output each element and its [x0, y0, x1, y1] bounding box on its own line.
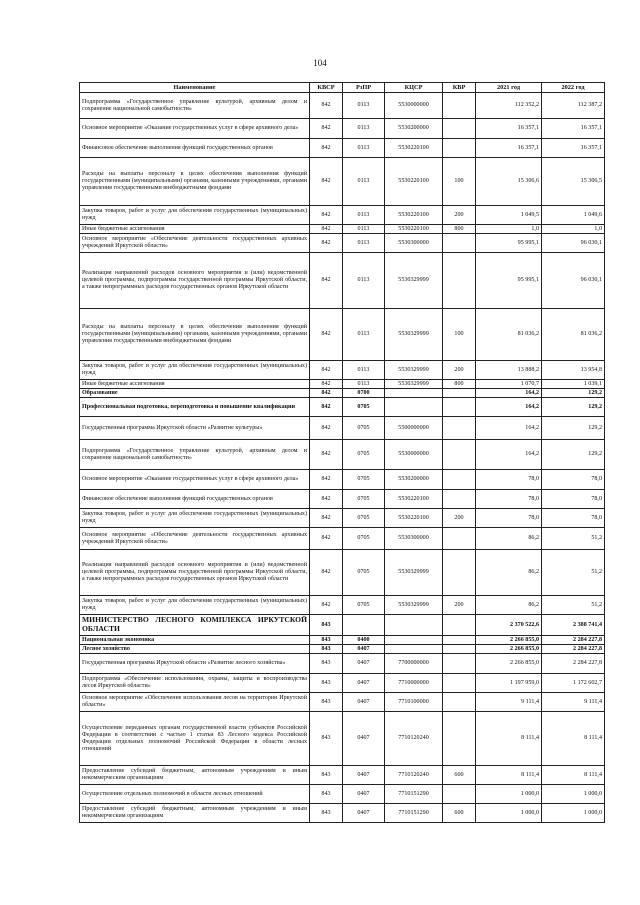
cell-name: Предоставление субсидий бюджетным, автономным учреждениям и иным некоммерческим организациям: [80, 766, 310, 785]
cell-rzpr: 0113: [343, 158, 385, 206]
cell-rzpr: 0407: [343, 693, 385, 712]
cell-kcsr: [385, 645, 443, 654]
cell-rzpr: 0705: [343, 596, 385, 615]
cell-name: Финансовое обеспечение выполнения функций государственных органов: [80, 490, 310, 509]
cell-kvr: [443, 785, 476, 804]
cell-2022: 2 284 227,8: [542, 636, 605, 645]
cell-name: Предоставление субсидий бюджетным, автономным учреждениям и иным некоммерческим организациям: [80, 804, 310, 823]
cell-kcsr: 7710100000: [385, 693, 443, 712]
cell-kvsr: 842: [310, 550, 343, 596]
cell-kcsr: 5530000000: [385, 440, 443, 470]
cell-kvr: [443, 398, 476, 417]
table-row: [80, 139, 605, 158]
cell-kvsr: 842: [310, 309, 343, 361]
cell-name: Национальная экономика: [80, 636, 310, 645]
cell-2021: 1,0: [476, 225, 542, 234]
cell-kcsr: [385, 615, 443, 636]
cell-2022: 1 000,0: [542, 785, 605, 804]
cell-name: Закупка товаров, работ и услуг для обеспечения государственных (муниципальных) нужд: [80, 596, 310, 615]
header-rzpr: РзПР: [343, 83, 385, 93]
cell-kvsr: 842: [310, 389, 343, 398]
table-row: [80, 674, 605, 693]
cell-kvr: [443, 93, 476, 119]
cell-2022: 1,0: [542, 225, 605, 234]
table-row: [80, 509, 605, 528]
cell-2022: 51,2: [542, 596, 605, 615]
table-row: [80, 712, 605, 766]
cell-name: Расходы на выплаты персоналу в целях обеспечения выполнения функций государственными (муниципальными) органами, казенными учреждениями, органами управления государственными внебюджетными фондами: [80, 158, 310, 206]
cell-name: Лесное хозяйство: [80, 645, 310, 654]
cell-2022: 2 284 227,8: [542, 654, 605, 674]
cell-kcsr: [385, 636, 443, 645]
table-row: [80, 380, 605, 389]
cell-rzpr: 0113: [343, 93, 385, 119]
cell-kvr: 200: [443, 509, 476, 528]
cell-kvr: [443, 615, 476, 636]
cell-kvr: [443, 389, 476, 398]
cell-kvr: [443, 139, 476, 158]
cell-2021: 16 357,1: [476, 139, 542, 158]
cell-rzpr: 0407: [343, 804, 385, 823]
cell-kvr: [443, 645, 476, 654]
cell-kvsr: 842: [310, 93, 343, 119]
cell-kvsr: 842: [310, 225, 343, 234]
cell-2021: 164,2: [476, 440, 542, 470]
cell-2021: 2 266 855,0: [476, 645, 542, 654]
cell-2021: 8 111,4: [476, 712, 542, 766]
table-row: [80, 93, 605, 119]
cell-rzpr: 0113: [343, 119, 385, 139]
cell-2022: 16 357,1: [542, 119, 605, 139]
cell-2021: 13 888,2: [476, 361, 542, 380]
cell-kvr: [443, 654, 476, 674]
cell-kvr: [443, 470, 476, 490]
cell-2021: 78,0: [476, 490, 542, 509]
cell-rzpr: 0113: [343, 361, 385, 380]
cell-kcsr: [385, 389, 443, 398]
cell-kvsr: 843: [310, 804, 343, 823]
header-2022: 2022 год: [542, 83, 605, 93]
cell-name: Основное мероприятие «Обеспечение деятельности государственных архивных учреждений Иркутской области»: [80, 234, 310, 253]
cell-rzpr: 0407: [343, 674, 385, 693]
cell-kvr: 800: [443, 225, 476, 234]
cell-2021: 15 306,6: [476, 158, 542, 206]
cell-kvr: 600: [443, 766, 476, 785]
cell-kvr: [443, 119, 476, 139]
cell-rzpr: 0400: [343, 636, 385, 645]
cell-name: Закупка товаров, работ и услуг для обеспечения государственных (муниципальных) нужд: [80, 206, 310, 225]
cell-kcsr: 5530220100: [385, 158, 443, 206]
cell-kvsr: 843: [310, 636, 343, 645]
cell-2021: 2 266 855,0: [476, 636, 542, 645]
cell-kvsr: 843: [310, 785, 343, 804]
cell-2021: 86,2: [476, 550, 542, 596]
cell-2022: 96 030,1: [542, 253, 605, 309]
cell-rzpr: 0705: [343, 440, 385, 470]
cell-rzpr: 0705: [343, 509, 385, 528]
cell-2022: 81 036,2: [542, 309, 605, 361]
cell-2021: 95 995,1: [476, 234, 542, 253]
cell-rzpr: 0407: [343, 766, 385, 785]
cell-2022: 8 111,4: [542, 712, 605, 766]
cell-2022: 9 111,4: [542, 693, 605, 712]
cell-kvsr: 842: [310, 139, 343, 158]
cell-rzpr: 0407: [343, 654, 385, 674]
cell-kcsr: 5530329999: [385, 550, 443, 596]
table-row: [80, 389, 605, 398]
cell-rzpr: 0113: [343, 225, 385, 234]
cell-kvr: [443, 712, 476, 766]
table-row: [80, 550, 605, 596]
cell-kvsr: 842: [310, 234, 343, 253]
cell-2021: 164,2: [476, 389, 542, 398]
table-row: [80, 785, 605, 804]
cell-name: МИНИСТЕРСТВО ЛЕСНОГО КОМПЛЕКСА ИРКУТСКОЙ ОБЛАСТИ: [80, 615, 310, 636]
cell-2021: 2 266 855,0: [476, 654, 542, 674]
table-row: [80, 361, 605, 380]
cell-kcsr: 5530329999: [385, 253, 443, 309]
cell-kcsr: 7710120240: [385, 712, 443, 766]
cell-2021: 86,2: [476, 596, 542, 615]
cell-kcsr: 5530300000: [385, 528, 443, 550]
cell-2022: 51,2: [542, 528, 605, 550]
cell-kcsr: 5530220100: [385, 139, 443, 158]
cell-2022: 2 284 227,8: [542, 645, 605, 654]
cell-kvsr: 842: [310, 206, 343, 225]
cell-kcsr: 5530220100: [385, 509, 443, 528]
table-row: [80, 528, 605, 550]
cell-kvsr: 842: [310, 528, 343, 550]
cell-kvr: [443, 528, 476, 550]
cell-name: Финансовое обеспечение выполнения функций государственных органов: [80, 139, 310, 158]
cell-kvsr: 842: [310, 417, 343, 440]
header-kcsr: КЦСР: [385, 83, 443, 93]
cell-2021: 86,2: [476, 528, 542, 550]
cell-name: Реализация направлений расходов основного мероприятия и (или) ведомственной целевой программы, подпрограммы государственной программы Иркутской области, а также непрограммных расходов государственных органов Иркутской области: [80, 253, 310, 309]
cell-name: Реализация направлений расходов основного мероприятия и (или) ведомственной целевой программы, подпрограммы государственной программы Иркутской области, а также непрограммных расходов государственных органов Иркутской области: [80, 550, 310, 596]
cell-name: Основное мероприятие «Обеспечение использования лесов на территории Иркутской области»: [80, 693, 310, 712]
table-row: [80, 119, 605, 139]
cell-rzpr: 0113: [343, 206, 385, 225]
table-row: [80, 253, 605, 309]
cell-rzpr: 0705: [343, 470, 385, 490]
cell-name: Подпрограмма «Государственное управление культурой, архивным делом и сохранение национальной самобытности»: [80, 440, 310, 470]
table-row: [80, 615, 605, 636]
cell-kcsr: 5530220100: [385, 206, 443, 225]
table-header: [80, 83, 605, 93]
cell-rzpr: 0407: [343, 645, 385, 654]
cell-name: Закупка товаров, работ и услуг для обеспечения государственных (муниципальных) нужд: [80, 361, 310, 380]
cell-rzpr: 0705: [343, 417, 385, 440]
table-row: [80, 225, 605, 234]
cell-rzpr: 0407: [343, 712, 385, 766]
cell-kvsr: 842: [310, 119, 343, 139]
cell-2022: 13 954,8: [542, 361, 605, 380]
cell-2022: 16 357,1: [542, 139, 605, 158]
cell-2021: 2 370 522,6: [476, 615, 542, 636]
header-name: Наименование: [80, 83, 310, 93]
cell-kcsr: 7700000000: [385, 654, 443, 674]
table-row: [80, 490, 605, 509]
cell-kvsr: 842: [310, 440, 343, 470]
cell-2022: 2 388 741,4: [542, 615, 605, 636]
cell-kvr: 200: [443, 206, 476, 225]
table-body: [80, 93, 605, 823]
cell-2022: 78,0: [542, 509, 605, 528]
header-2021: 2021 год: [476, 83, 542, 93]
cell-name: Основное мероприятие «Оказание государственных услуг в сфере архивного дела»: [80, 119, 310, 139]
cell-kvr: 600: [443, 804, 476, 823]
cell-rzpr: 0705: [343, 490, 385, 509]
cell-kvr: [443, 417, 476, 440]
cell-kvr: 100: [443, 309, 476, 361]
cell-name: Закупка товаров, работ и услуг для обеспечения государственных (муниципальных) нужд: [80, 509, 310, 528]
cell-2022: 96 030,1: [542, 234, 605, 253]
cell-name: Профессиональная подготовка, переподготовка и повышение квалификации: [80, 398, 310, 417]
table-row: [80, 766, 605, 785]
cell-kvr: [443, 674, 476, 693]
cell-kcsr: 5530329999: [385, 380, 443, 389]
cell-kvr: 800: [443, 380, 476, 389]
table-row: [80, 234, 605, 253]
cell-2021: 164,2: [476, 417, 542, 440]
cell-name: Основное мероприятие «Обеспечение деятельности государственных архивных учреждений Иркутской области»: [80, 528, 310, 550]
cell-2021: 81 036,2: [476, 309, 542, 361]
cell-name: Осуществление переданных органам государственной власти субъектов Российской Федерации в соответствии с частью 1 статьи 83 Лесного кодекса Российской Федерации отдельных полномочий Российской Федерации в области лесных отношений: [80, 712, 310, 766]
cell-2021: 8 111,4: [476, 766, 542, 785]
cell-kvr: [443, 234, 476, 253]
cell-name: Образование: [80, 389, 310, 398]
cell-rzpr: 0407: [343, 785, 385, 804]
table-row: [80, 158, 605, 206]
table-row: [80, 645, 605, 654]
cell-2022: 78,0: [542, 470, 605, 490]
cell-rzpr: 0705: [343, 398, 385, 417]
cell-2021: 78,0: [476, 470, 542, 490]
cell-kcsr: 5530000000: [385, 93, 443, 119]
cell-2021: 1 070,7: [476, 380, 542, 389]
cell-name: Иные бюджетные ассигнования: [80, 380, 310, 389]
cell-2021: 1 197 959,0: [476, 674, 542, 693]
cell-kcsr: 5530220100: [385, 490, 443, 509]
cell-kvsr: 843: [310, 615, 343, 636]
cell-name: Подпрограмма «Обеспечение использования, охраны, защиты и воспроизводства лесов Иркутской области»: [80, 674, 310, 693]
cell-rzpr: 0705: [343, 550, 385, 596]
cell-kcsr: 5500000000: [385, 417, 443, 440]
cell-2021: 16 357,1: [476, 119, 542, 139]
cell-kvsr: 842: [310, 490, 343, 509]
cell-2022: 8 111,4: [542, 766, 605, 785]
cell-rzpr: [343, 615, 385, 636]
cell-kvr: 200: [443, 361, 476, 380]
cell-kvsr: 843: [310, 674, 343, 693]
table-row: [80, 206, 605, 225]
cell-kvsr: 843: [310, 712, 343, 766]
cell-kcsr: 5530329999: [385, 596, 443, 615]
cell-kvsr: 842: [310, 398, 343, 417]
cell-kvsr: 842: [310, 596, 343, 615]
cell-kcsr: 5530329999: [385, 361, 443, 380]
cell-rzpr: 0113: [343, 234, 385, 253]
cell-kcsr: 5530200000: [385, 119, 443, 139]
cell-kcsr: 7710000000: [385, 674, 443, 693]
cell-kcsr: 5530300000: [385, 234, 443, 253]
budget-table: [79, 82, 605, 823]
cell-kvsr: 842: [310, 380, 343, 389]
cell-kcsr: 5530200000: [385, 470, 443, 490]
cell-kcsr: 5530329999: [385, 309, 443, 361]
cell-2022: 78,0: [542, 490, 605, 509]
cell-2022: 1 049,6: [542, 206, 605, 225]
cell-kvr: [443, 490, 476, 509]
cell-2022: 51,2: [542, 550, 605, 596]
cell-name: Расходы на выплаты персоналу в целях обеспечения выполнения функций государственными (муниципальными) органами, казенными учреждениями, органами управления государственными внебюджетными фондами: [80, 309, 310, 361]
cell-2021: 164,2: [476, 398, 542, 417]
cell-2022: 1 000,0: [542, 804, 605, 823]
cell-kvr: [443, 693, 476, 712]
cell-kvr: [443, 253, 476, 309]
cell-rzpr: 0705: [343, 528, 385, 550]
cell-name: Иные бюджетные ассигнования: [80, 225, 310, 234]
cell-kvsr: 842: [310, 470, 343, 490]
cell-2022: 129,2: [542, 440, 605, 470]
cell-2021: 9 111,4: [476, 693, 542, 712]
cell-name: Государственная программа Иркутской области «Развитие лесного хозяйства»: [80, 654, 310, 674]
cell-2021: 95 995,1: [476, 253, 542, 309]
table-row: [80, 417, 605, 440]
table-row: [80, 636, 605, 645]
header-kvsr: КВСР: [310, 83, 343, 93]
cell-kvr: [443, 550, 476, 596]
header-kvr: КВР: [443, 83, 476, 93]
table-row: [80, 470, 605, 490]
cell-2022: 1 172 602,7: [542, 674, 605, 693]
cell-2021: 1 049,5: [476, 206, 542, 225]
cell-kvsr: 843: [310, 654, 343, 674]
cell-2022: 1 039,1: [542, 380, 605, 389]
cell-rzpr: 0113: [343, 380, 385, 389]
cell-name: Подпрограмма «Государственное управление культурой, архивным делом и сохранение национальной самобытности»: [80, 93, 310, 119]
cell-2022: 112 387,2: [542, 93, 605, 119]
cell-2021: 112 352,2: [476, 93, 542, 119]
cell-kvr: [443, 636, 476, 645]
cell-rzpr: 0113: [343, 309, 385, 361]
table-row: [80, 654, 605, 674]
cell-2021: 1 000,0: [476, 785, 542, 804]
cell-2021: 1 000,0: [476, 804, 542, 823]
cell-2021: 78,0: [476, 509, 542, 528]
cell-kvr: 100: [443, 158, 476, 206]
table-row: [80, 596, 605, 615]
page-number: 104: [313, 58, 327, 68]
cell-rzpr: 0113: [343, 253, 385, 309]
table-row: [80, 398, 605, 417]
cell-kvsr: 843: [310, 766, 343, 785]
cell-2022: 129,2: [542, 417, 605, 440]
cell-kvsr: 842: [310, 361, 343, 380]
table-row: [80, 804, 605, 823]
cell-kvsr: 842: [310, 158, 343, 206]
cell-kvsr: 842: [310, 509, 343, 528]
cell-rzpr: 0113: [343, 139, 385, 158]
cell-kvr: 200: [443, 596, 476, 615]
table-row: [80, 693, 605, 712]
cell-kcsr: 5530220100: [385, 225, 443, 234]
cell-kvsr: 842: [310, 253, 343, 309]
cell-name: Осуществление отдельных полномочий в области лесных отношений: [80, 785, 310, 804]
table-row: [80, 309, 605, 361]
cell-rzpr: 0700: [343, 389, 385, 398]
cell-2022: 15 306,5: [542, 158, 605, 206]
cell-kcsr: [385, 398, 443, 417]
cell-kvsr: 843: [310, 693, 343, 712]
cell-kvsr: 843: [310, 645, 343, 654]
table-row: [80, 440, 605, 470]
cell-2022: 129,2: [542, 398, 605, 417]
cell-kcsr: 7710151290: [385, 804, 443, 823]
cell-name: Государственная программа Иркутской области «Развитие культуры»: [80, 417, 310, 440]
cell-kvr: [443, 440, 476, 470]
cell-2022: 129,2: [542, 389, 605, 398]
cell-kcsr: 7710120240: [385, 766, 443, 785]
cell-name: Основное мероприятие «Оказание государственных услуг в сфере архивного дела»: [80, 470, 310, 490]
cell-kcsr: 7710151290: [385, 785, 443, 804]
